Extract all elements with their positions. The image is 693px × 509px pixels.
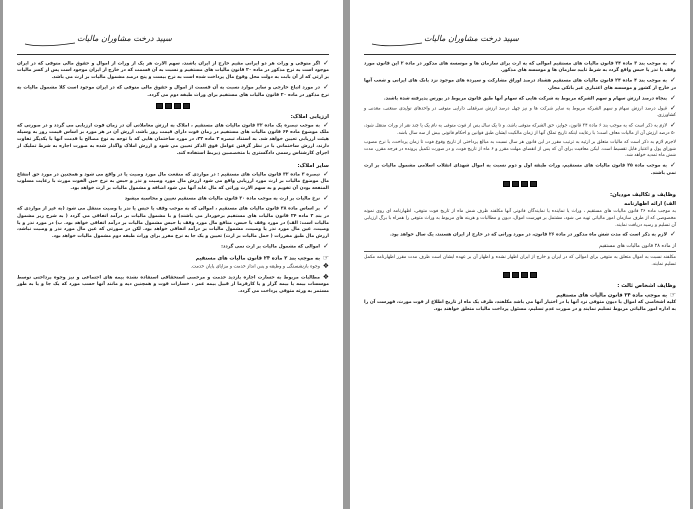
exempt-item: ❖مطالبات مربوط به خسارت اجاره بازدید خدمت و مرخصی استحقاقی استفاده نشده بیمه های اجتماعی و نیز وجوه پرداختی توسط موسسات بیمه یا بیمه گزار و یا کارفرما از قبیل بیمه عمر ، خسارات فوت و همچنین دیه و مانند آنها حسب مورد که یک جا و یا به طور مستمر به ورثه متوفی پرداخت می گردد. <box>17 272 329 294</box>
left-page-content <box>17 60 329 503</box>
paragraph-article-34: کلیه اشخاصی که اموال یا دیون متوفی نزد آنها یا در اختیار آنها می باشد مکلفند، ظرف یک ماه از تاریخ اطلاع از فوت مورث، فهرست آن را به اداره امور مالیاتی مربوط تسلیم نمایند و در صورت عدم تسلیم، مسئول پرداخت مالیات متعلق خواهند بود. <box>364 300 676 313</box>
ornament-divider <box>364 272 676 278</box>
heading-valuation: ارزیابی املاک: <box>290 113 329 120</box>
header-rule <box>364 54 676 55</box>
header-rule <box>17 54 329 55</box>
heading-third-parties: وظایف اشخاص ثالث : <box>617 282 676 289</box>
paragraph-martyrs: ✓به موجب ماده ۲۵ قانون مالیات های مستقیم، وراث طبقه اول و دوم نسبت به اموال شهدای انقلاب اسلامی مشمول مالیات بر ارث نمی باشند. <box>364 161 676 176</box>
check-icon: ✓ <box>323 83 329 92</box>
paragraph-stock-50: ✓پنجاه درصد ارزش سهام و سهم الشرکه مربوط به شرکت هایی که سهام آنها طبق قانون مربوط در بورس پذیرفته شده باشند. <box>383 93 676 102</box>
paragraph-clause-6: ✓لازم به ذکر است که به موجب بند ۶ ماده ۲۴ قانون، جوایز، حق الشرکه متوفی باشد، و تا یک سال پس از فوت متوفی به نام یک یا چند نفر از وراث منتقل شود، ۵۰ درصد ارزش آن از مالیات معاف است؛ با رعایت اینکه تاریخ تملک آنها از زمان مالکیت ایشان طبق قوانین و احکام قانونی بیش از سه سال باشد. <box>364 121 677 136</box>
paragraph-note-3: ✓تبصره ۳ ماده ۳۲ قانون مالیات های مستقیم : در مواردی که منفعت مال مورد وصیت یا در واقع می شود و همچنین در مورد حق انتفاع مال موضوع مالیات بر ارث مورد ارزیابی واقع می شود ارزش مال مورد وصیت و نذر و حبس به نرخ حین الفوت مورث با رعایت مسلوب المنفعه بودن آن تقویم و به سهم الارث وراثی که مال عاید آنها می شود اضافه و مشمول مالیات بر ارث خواهد بود. <box>17 169 329 191</box>
diamond-bullet-icon: ❖ <box>322 272 329 281</box>
paragraph-installments: لاجرم لازم به ذکر است که مالیات متعلق بر ارثیه به ترتیب مقرر در این قانون هر سال نسبت به مبالغ پرداختی از تاریخ وقوع فوت تا زمان پرداخت، با نرخ مصوب شورای پول و اعتبار قابل تقسیط است. لیکن معافیت برای آن که پس از انقضای مهلت مقرر و ۶ ماه از تاریخ فوت، و در صورت تکمیل پرونده در فرجه مقرر، مدت شش ماه تمدید خواهد شد. <box>364 139 677 159</box>
right-page <box>350 0 690 509</box>
paragraph-clause-4: ✓به موجب بند ۴ ماده ۲۴ قانون مالیات های مستقیم هشتاد درصد اوراق مشارکت و سپرده های موجود نزد بانک های ایرانی و شعب آنها در خارج از کشور و موسسه های اعتباری غیر بانکی مجاز. <box>364 76 676 91</box>
paragraph-stock-other: ✓قبول درصد ارزش سهام و سهم الشرکه مربوط به سایر شرکت ها و نیز چهل درصد ارزش سرقفلی دارایی متوفی در واحدهای تولیدی صنعتی، معدنی و کشاورزی. <box>364 104 676 119</box>
heading-duties: وظایف و تکالیف مودیان: <box>610 191 676 198</box>
check-icon: ✓ <box>670 76 676 85</box>
check-icon: ✓ <box>323 59 329 67</box>
check-icon: ✓ <box>670 104 676 113</box>
heading-exempt-clause: ☞به موجب بند ۲ ماده ۲۴ قانون مالیات های مستقیم <box>195 253 329 262</box>
subheading-declaration: الف) ارائه اظهارنامه <box>624 200 676 207</box>
paragraph-clause-3: ✓به موجب بند ۳ ماده ۲۴ قانون مالیات های مستقیم اموالی که به ارث برای سازمان ها و موسسه های مذکور در ماده ۲ این قانون مورد وقف یا نذر یا حبس واقع گردد به شرط تایید سازمان ها و موسسه های مذکور. <box>364 59 676 74</box>
check-icon: ✓ <box>670 59 676 67</box>
heading-other-property: سایر املاک: <box>297 162 329 169</box>
paragraph-declaration: به موجب ماده ۲۶ قانون مالیات های مستقیم ، وراث یا نماینده یا نمایندگان قانونی آنها مکلفند ظرف شش ماه از تاریخ فوت متوفی، اظهارنامه ای روی نمونه مخصوصی که از طرف سازمان امور مالیاتی تهیه می شود، مشتمل بر فهرست اموال، دیون و مطالبات و هزینه های مربوط به وراث متوفی را همراه با برگ ارزیابی آن تسلیم و رسید دریافت نمایند. <box>364 208 676 228</box>
logo-text: سپید درخت مشاوران مالیات <box>77 34 172 43</box>
diamond-bullet-icon: ❖ <box>322 262 329 271</box>
check-icon: ✓ <box>670 230 676 239</box>
article-28-bar: از ماده ۲۸ قانون مالیات های مستقیم <box>364 242 676 252</box>
pointer-icon: ☞ <box>669 290 676 299</box>
ornament-divider <box>17 103 329 109</box>
ornament-divider <box>364 181 676 187</box>
paragraph-foreign-heirs: ✓اگر متوفی و وراث هر دو ایرانی مقیم خارج از ایران باشند، سهم الارث هر یک از وراث از اموال و حقوق مالی متوفی که در ایران موجود است به نرخ مذکور در ماده ۲۰ قانون مالیات های مستقیم و نسبت به آن قسمت که در خارج از ایران موجود است پس از کسر مالیات بر ارثی که از آن بابت به دولت محل وقوع مال پرداخت شده است به نرخ بیست و پنج درصد مشمول مالیات بر ارث می باشد. <box>17 59 329 81</box>
check-icon: ✓ <box>670 161 676 170</box>
check-icon: ✓ <box>323 204 329 213</box>
subheading-article-34: ☞به موجب ماده ۳۴ قانون مالیات های مستقیم <box>556 290 676 299</box>
paragraph-article-28: مکلفند نسبت به اموال متعلق به متوفی برای اموالی که در ایران و خارج از ایران اظهار نشده و اظهار آن بر عهده ایشان است ظرف مدت مقرر اظهارنامه مکمل تسلیم نمایند. <box>364 254 676 267</box>
paragraph-foreign-nationals: ✓در مورد اتباع خارجی و سایر موارد نسبت به آن قسمت از اموال و حقوق مالی متوفی که در ایران موجود است کلا مشمول مالیات به نرخ مذکور در ماده ۲۰ قانون مالیات های مستقیم برای وراث طبقه دوم می گردد. <box>17 83 329 98</box>
check-icon: ✓ <box>323 242 329 251</box>
exempt-item: ❖وجوه بازنشستگی و وظیفه و پس انداز خدمت و مزایای پایان خدمت. <box>190 262 329 271</box>
logo-text: سپید درخت مشاوران مالیات <box>424 34 519 43</box>
company-logo <box>368 28 519 50</box>
paragraph-article-38: ✓بر اساس ماده ۳۸ قانون مالیات های مستقیم ، اموالی که به موجب وقف یا حبس یا نذر یا وصیت منتقل می شود (به غیر از مواردی که در بند ۳ ماده ۲۴ قانون مالیات های مستقیم برخوردار می باشند) و با مشمول مالیات بر درآمد اتفاقی می گردد ( به شرح زیر مشمول مالیات است: الف) در مورد وقف یا حبس، منافع مال مورد وقف یا حبس مشمول مالیات بر درآمد اتفاقی خواهد بود. ب) در مورد نذر و یا وصیت، عین مال مورد نذر یا وصیت، مشمول مالیات بر درآمد اتفاقی خواهد بود. لکن در صورتی که عین مال مورد نذر و وصیت نباشد، ارزش مال طبق مقررات ( حمل مالیات بر ارث) تعیین و یک جا به نرخ مقرر برای وراث طبقه دوم مشمول مالیات خواهد بود. <box>17 204 329 240</box>
check-icon: ✓ <box>670 121 677 130</box>
right-page-content <box>364 60 676 503</box>
check-icon: ✓ <box>323 120 329 129</box>
pointer-icon: ☞ <box>322 253 329 262</box>
check-icon: ✓ <box>670 93 676 102</box>
check-icon: ✓ <box>323 193 329 202</box>
paragraph-exempt-intro: ✓اموالی که مشمول مالیات بر ارث نمی گردد: <box>221 242 329 251</box>
paragraph-declaration-note: ✓لازم به ذکر است که مدت شش ماه مذکور در ماده ۲۶ قانون، در مورد وراثی که در خارج از ایران هستند، یک سال خواهد بود. <box>389 230 676 239</box>
paragraph-valuation: ✓به موجب تبصره یک ماده ۳۲ قانون مالیات های مستقیم ، املاک به ارزش معاملاتی آن در زمان فوت ارزیابی می گردد و در صورتی که ملک موضوع ماده ۶۴ قانون مالیات های مستقیم در زمان فوت دارای قیمت روز باشد، ارزش آن در هر مورد بر اساس قیمت روز به وسیله هیئت ارزیابی تعیین خواهد شد. به استناد تبصره ۳ ماده ۳۲، در مورد ساختمان هایی که با توجه به نوع مصالح یا قدمت آنها با یکدیگر تفاوت دارند، ارزش ساختمانی با در نظر گرفتن عوامل فوق الذکر تعیین می شود و ارزش املاک واگذار شده به صورت اجاره به شرط تملیک از اجرای کارشناس رسمی دادگستری با متخصصین ذیربط استفاده کند. <box>17 120 330 156</box>
left-page <box>3 0 343 509</box>
check-icon: ✓ <box>323 169 329 178</box>
paragraph-rate: ✓نرخ مالیات بر ارث به موجب ماده ۲۰ قانون مالیات های مستقیم تعیین و محاسبه میشود <box>124 193 329 202</box>
company-logo <box>21 28 172 50</box>
